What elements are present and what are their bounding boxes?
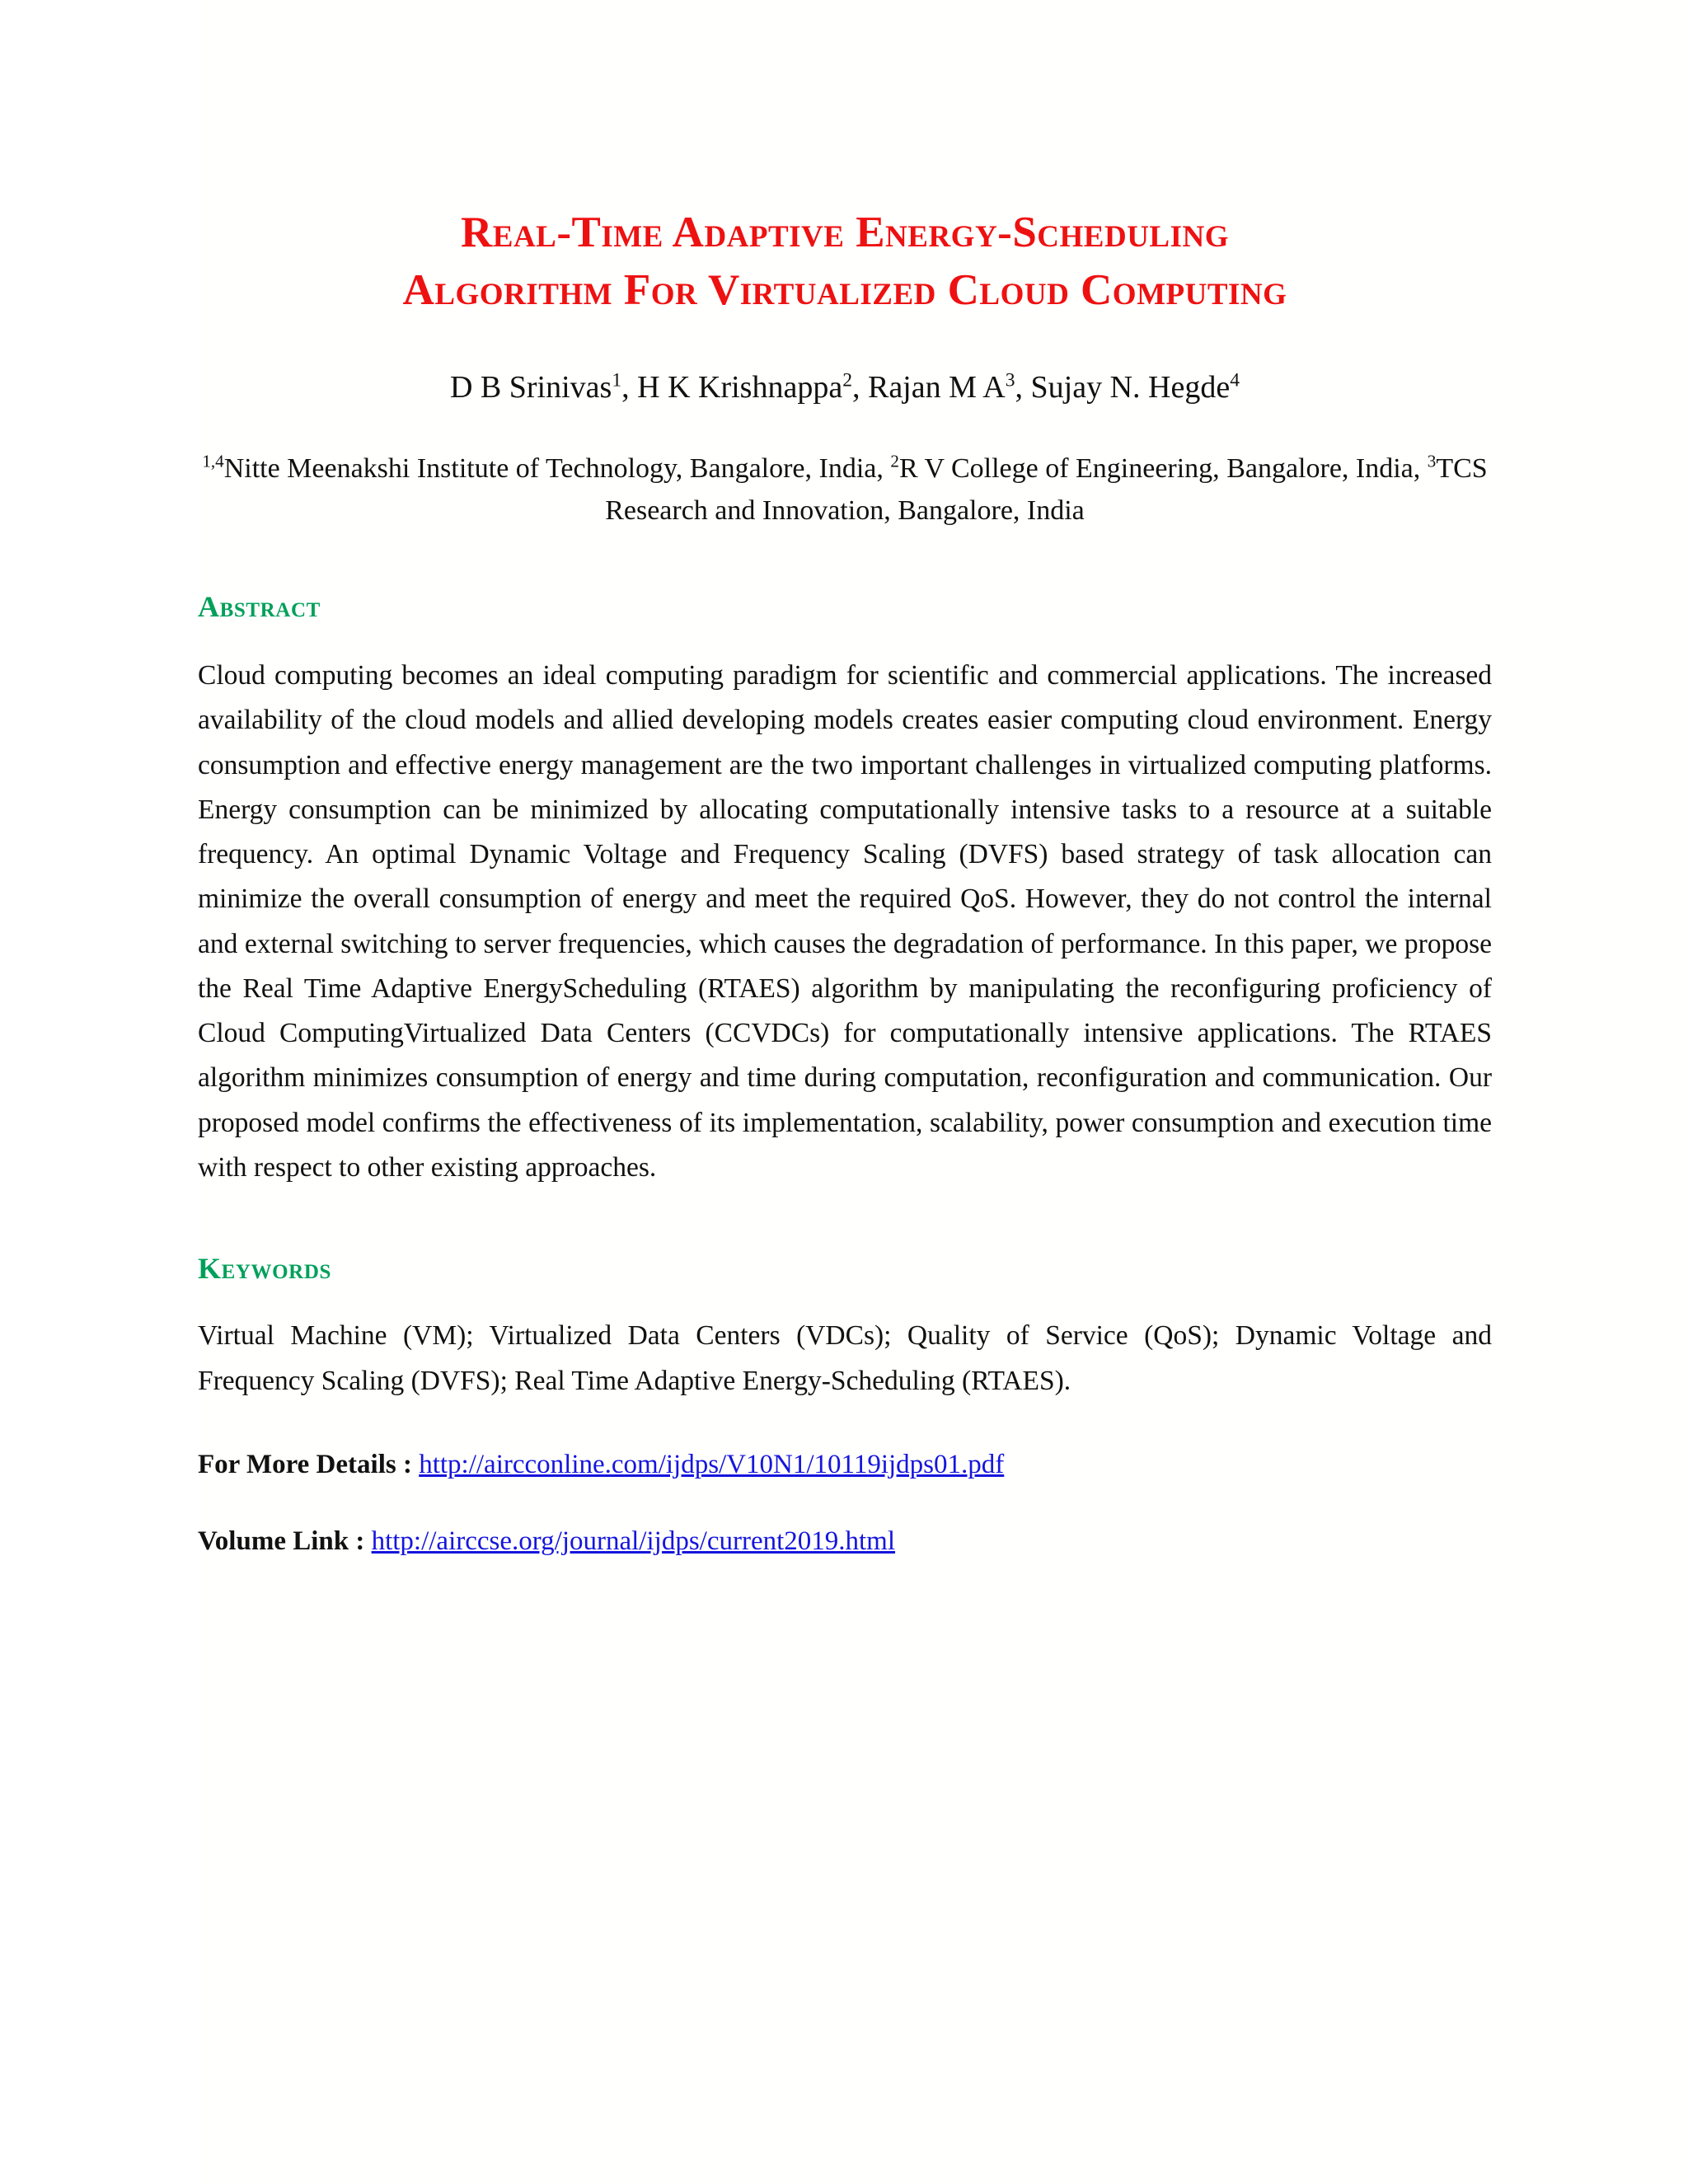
keywords-body: Virtual Machine (VM); Virtualized Data Centers (VDCs); Quality of Service (QoS); Dynamic Voltage and Frequency Scaling (DVFS); Real Time Adaptive Energy-Scheduling (RTAES). [198,1320,1492,1396]
page-content [198,0,1492,1563]
affiliation-text-1: Nitte Meenakshi Institute of Technology, Bangalore, India, [223,453,891,485]
volume-link-url-link[interactable]: http://airccse.org/journal/ijdps/current2019.html [371,1526,896,1557]
affiliation-marker-14: 1,4 [202,451,224,471]
author-separator-2: , [851,369,868,405]
author-affiliation-marker-4: 4 [1230,369,1240,391]
author-list [198,366,1492,410]
affiliation-text-3: Bangalore, India, [1226,453,1428,485]
author-name-1: D B Srinivas [449,369,612,405]
volume-link-label: Volume Link : [198,1526,365,1557]
author-affiliation-marker-3: 3 [1005,369,1015,391]
paper-title-line-2: Algorithm For Virtualized Cloud Computing [402,265,1287,314]
author-name-3: Rajan M A [867,369,1006,405]
author-name-4: Sujay N. Hegde [1030,369,1231,405]
keywords-heading: Keywords [198,1252,331,1286]
affiliation-marker-3: 3 [1427,451,1437,471]
more-details-label: For More Details : [198,1449,412,1479]
affiliation-marker-2: 2 [890,451,899,471]
more-details-url-link[interactable]: http://aircconline.com/ijdps/V10N1/10119ijdps01.pdf [419,1449,1005,1479]
author-separator-3: , [1015,369,1031,405]
author-affiliation-marker-1: 1 [612,369,622,391]
affiliation-text-4: TCS Research and Innovation, Bangalore, India [605,453,1488,527]
affiliation-list [198,448,1492,532]
affiliation-text-2: R V College of Engineering, [898,453,1220,485]
author-name-2: H K Krishnappa [637,369,843,405]
more-details-line [198,1445,1492,1486]
abstract-body: Cloud computing becomes an ideal computing paradigm for scientific and commercial applications. The increased availability of the cloud models and allied developing models creates easier computing cloud environment. Energy consumption and effective energy management are the two important challenges in virtualized computing platforms. Energy consumption can be minimized by allocating computationally intensive tasks to a resource at a suitable frequency. An optimal Dynamic Voltage and Frequency Scaling (DVFS) based strategy of task allocation can minimize the overall consumption of energy and meet the required QoS. However, they do not control the internal and external switching to server frequencies, which causes the degradation of performance. In this paper, we propose the Real Time Adaptive EnergyScheduling (RTAES) algorithm by manipulating the reconfiguring proficiency of Cloud ComputingVirtualized Data Centers (CCVDCs) for computationally intensive applications. The RTAES algorithm minimizes consumption of energy and time during computation, reconfiguration and communication. Our proposed model confirms the effectiveness of its implementation, scalability, power consumption and execution time with respect to other existing approaches. [198,660,1492,1183]
paper-title-line-1: Real-Time Adaptive Energy-Scheduling [460,209,1229,256]
abstract-heading: Abstract [198,590,321,624]
volume-link-line [198,1521,1492,1563]
paper-title [198,204,1492,320]
author-separator-1: , [621,369,638,405]
author-affiliation-marker-2: 2 [842,369,852,391]
